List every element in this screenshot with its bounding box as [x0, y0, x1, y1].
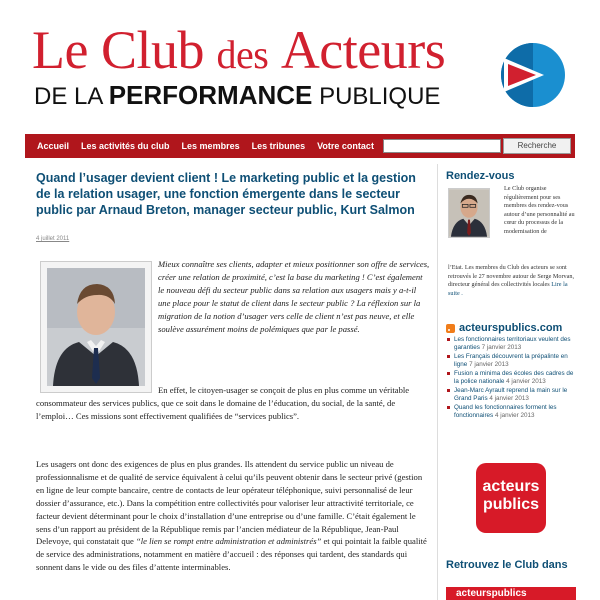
acteurspublics-feed — [446, 336, 578, 421]
list-item[interactable] — [446, 404, 578, 420]
nav-tribunes[interactable]: Les tribunes — [251, 141, 306, 151]
acteurspublics-banner[interactable]: acteurspublics — [446, 587, 576, 600]
list-item[interactable] — [446, 353, 578, 369]
main-nav — [25, 134, 575, 158]
acteurs-publics-logo-line1: acteurs — [482, 478, 540, 495]
feed-item-date: 4 janvier 2013 — [494, 412, 535, 419]
logo-word-des: des — [216, 32, 269, 77]
rss-icon[interactable] — [446, 324, 455, 333]
list-item[interactable] — [446, 336, 578, 352]
feed-item-title[interactable]: Les fonctionnaires territoriaux veulent des garanties — [454, 336, 571, 351]
feed-item-date: 7 janvier 2013 — [469, 361, 509, 368]
read-more-link[interactable]: Lire la suite . — [448, 281, 568, 297]
retrouvez-heading: Retrouvez le Club dans — [446, 559, 568, 571]
article-paragraph-1 — [36, 384, 430, 423]
logo-word-le-club: Le Club — [32, 20, 204, 80]
acteurs-publics-logo[interactable] — [476, 463, 546, 533]
article-title[interactable]: Quand l’usager devient client ! Le marketing public et la gestion de la relation usager, une fonction émergente dans le secteur public par Arnaud Breton, manager secteur public, Kurt Salmon — [36, 171, 416, 217]
column-divider — [437, 164, 438, 600]
search-input[interactable] — [383, 139, 501, 153]
nav-activites[interactable]: Les activités du club — [81, 141, 170, 151]
logo-word-publique: PUBLIQUE — [319, 83, 441, 110]
paragraph-1-text: En effet, le citoyen-usager se conçoit de plus en plus comme un véritable consommateur des services publics, que ce soit dans le domaine de l’éducation, du social, de la santé, de l’emploi… Ces missions sont effectivement qualifiées de “services publics”. — [36, 385, 410, 421]
nav-accueil[interactable]: Accueil — [37, 141, 70, 151]
logo-word-performance: PERFORMANCE — [108, 80, 313, 110]
nav-membres[interactable]: Les membres — [181, 141, 240, 151]
search-button[interactable]: Recherche — [503, 138, 571, 154]
feed-item-title[interactable]: Jean-Marc Ayrault reprend la main sur le Grand Paris — [454, 387, 568, 402]
rendez-vous-text-continued-body: l’Etat. Les membres du Club des acteurs se sont retrouvés le 27 novembre autour de Serge Morvan, directeur général des collectivités locales — [448, 264, 575, 289]
rendez-vous-photo-frame — [448, 188, 490, 238]
acteurs-publics-logo-line2: publics — [482, 496, 539, 513]
feed-item-date: 4 janvier 2013 — [489, 395, 529, 402]
paragraph-2-text-a: Les usagers ont donc des exigences de plus en plus grandes. Ils attendent du service public un niveau de professionnalisme et de qualité de service équivalent à celui qu’ils peuvent obtenir dans le secteur privé (gestion en ligne de leur compte bancaire, centre de contacts de leur opérateur téléphonique, suivi personnalisé de leur dossier d’assurance, etc.). Dans la compétition entre collectivités pour valoriser leur attractivité territoriale, ce facteur devient déterminant pour le choix d’installation d’une entreprise ou d’une famille. C’était également le sens d’un rapport au président de la République remis par l’ancien médiateur de la République, Jean-Paul Delevoye, qui constatait que — [36, 459, 423, 547]
nav-contact[interactable]: Votre contact — [317, 141, 374, 151]
logo-word-de-la: DE LA — [34, 83, 103, 110]
author-photo-frame — [40, 261, 152, 393]
logo-title — [32, 20, 446, 81]
rendez-vous-photo — [449, 189, 489, 237]
author-photo — [47, 268, 145, 386]
article-intro: Mieux connaître ses clients, adapter et mieux positionner son offre de services, créer une relation de proximité, c’est la base du marketing ! C’est également le nouveau défi du secteur public dans sa relation aux usagers mais y a-t-il une place pour le statut de client dans le secteur public ? La réflexion sur la migration de la notion d’usager vers celle de client n’est pas neuve, et elle soulève assurément moins de polémiques que par le passé. — [158, 259, 430, 334]
acteurspublics-heading[interactable] — [446, 322, 562, 334]
logo-subtitle — [34, 82, 440, 110]
feed-item-title[interactable]: Quand les fonctionnaires forment les fonctionnaires — [454, 404, 557, 419]
rendez-vous-heading: Rendez-vous — [446, 170, 515, 182]
feed-item-title[interactable]: Les Français découvrent la prépalinte en ligne — [454, 353, 568, 368]
article-date[interactable]: 4 juillet 2011 — [36, 236, 70, 242]
feed-item-date: 7 janvier 2013 — [481, 344, 522, 351]
site-header[interactable] — [30, 18, 570, 118]
list-item[interactable] — [446, 370, 578, 386]
acteurspublics-heading-label[interactable]: acteurspublics.com — [459, 322, 563, 334]
feed-item-title[interactable]: Fusion a minima des écoles des cadres de la police nationale — [454, 370, 574, 385]
logo-word-acteurs: Acteurs — [280, 20, 446, 80]
rendez-vous-text-continued — [448, 264, 578, 298]
feed-item-date: 4 janvier 2013 — [506, 378, 546, 385]
paragraph-2-text-b: et qui pointait la faible qualité de service des administrations, notamment en matière d’accueil : des réponses qui tardent, des standards qui sonnent dans le vide ou des files d’attente interminables. — [36, 536, 427, 573]
logo-mark-icon — [500, 42, 566, 108]
list-item[interactable] — [446, 387, 578, 403]
rendez-vous-text: Le Club organise régulièrement pour ses membres des rendez-vous autour d’une personnalité au cœur du processus de la modernisation de — [504, 185, 575, 235]
paragraph-2-quote: “le lien se rompt entre administration et administrés” — [136, 536, 322, 547]
article-paragraph-2 — [36, 458, 430, 574]
